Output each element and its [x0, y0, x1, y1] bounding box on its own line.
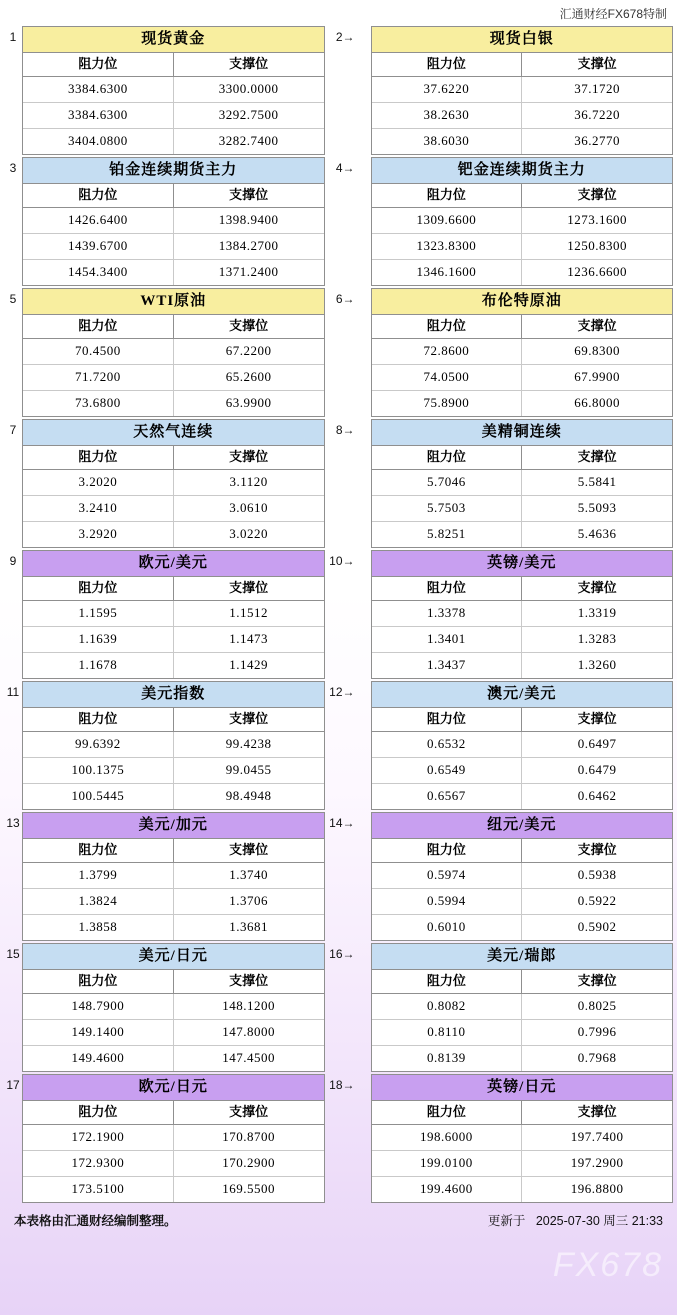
resistance-value: 3384.6300 [23, 103, 174, 128]
column-gap [325, 1074, 371, 1092]
table-row [372, 391, 673, 416]
column-header-support: 支撑位 [577, 842, 617, 857]
support-value: 37.1720 [574, 81, 620, 96]
resistance-value: 3.2410 [23, 496, 174, 521]
table-row [23, 863, 324, 889]
column-header-support: 支撑位 [577, 449, 617, 464]
column-header-resistance: 阻力位 [23, 184, 174, 207]
table-row [372, 234, 673, 260]
table-row [23, 627, 324, 653]
table-row [23, 391, 324, 416]
support-value: 148.1200 [222, 998, 275, 1013]
support-value: 0.5922 [577, 893, 617, 908]
support-value: 0.5902 [577, 919, 617, 934]
table-row [372, 732, 673, 758]
block-row [4, 812, 673, 941]
card-title: 纽元/美元 [372, 813, 673, 839]
support-value: 67.9900 [574, 369, 620, 384]
support-value: 5.5841 [577, 474, 617, 489]
table-row [23, 129, 324, 154]
card-header [23, 184, 324, 208]
footer [0, 1205, 677, 1229]
resistance-value: 100.5445 [23, 784, 174, 809]
card-title: 钯金连续期货主力 [372, 158, 673, 184]
table-row [23, 496, 324, 522]
block-index-right: 16→ [329, 947, 355, 961]
column-header-support: 支撑位 [577, 56, 617, 71]
column-header-support: 支撑位 [577, 318, 617, 333]
resistance-value: 75.8900 [372, 391, 523, 416]
support-value: 1.3283 [577, 631, 617, 646]
quote-card [22, 157, 325, 286]
resistance-value: 3.2020 [23, 470, 174, 495]
table-row [372, 1177, 673, 1202]
support-value: 1.3740 [229, 867, 268, 882]
column-header-support: 支撑位 [229, 318, 269, 333]
table-row [372, 470, 673, 496]
support-value: 66.8000 [574, 395, 620, 410]
column-header-support: 支撑位 [577, 580, 617, 595]
support-value: 3300.0000 [218, 81, 279, 96]
block-index-right: 14→ [329, 816, 355, 830]
resistance-value: 0.6532 [372, 732, 523, 757]
column-header-support: 支撑位 [229, 842, 269, 857]
resistance-value: 71.7200 [23, 365, 174, 390]
support-value: 36.7220 [574, 107, 620, 122]
table-row [372, 915, 673, 940]
quote-card [22, 419, 325, 548]
resistance-value: 198.6000 [372, 1125, 523, 1150]
column-gap [325, 288, 371, 306]
resistance-value: 99.6392 [23, 732, 174, 757]
updated-value: 2025-07-30 周三 21:33 [535, 1214, 663, 1228]
column-header-resistance: 阻力位 [23, 970, 174, 993]
table-row [372, 103, 673, 129]
table-row [23, 234, 324, 260]
block-row [4, 288, 673, 417]
card-title: 英镑/日元 [372, 1075, 673, 1101]
support-value: 0.5938 [577, 867, 617, 882]
resistance-value: 149.4600 [23, 1046, 174, 1071]
support-value: 3292.7500 [218, 107, 279, 122]
resistance-value: 199.0100 [372, 1151, 523, 1176]
resistance-value: 73.6800 [23, 391, 174, 416]
block-index-left: 13 [6, 816, 20, 830]
table-row [23, 1125, 324, 1151]
table-row [372, 863, 673, 889]
resistance-value: 0.8139 [372, 1046, 523, 1071]
card-header [372, 315, 673, 339]
support-value: 99.0455 [225, 762, 272, 777]
card-title: 欧元/日元 [23, 1075, 324, 1101]
footer-note: 本表格由汇通财经编制整理。 [14, 1214, 177, 1228]
support-value: 3.0610 [229, 500, 268, 515]
support-value: 1.1429 [229, 657, 268, 672]
column-header-resistance: 阻力位 [23, 839, 174, 862]
table-row [372, 208, 673, 234]
table-row [372, 601, 673, 627]
card-title: 美元/加元 [23, 813, 324, 839]
support-value: 1.1473 [229, 631, 268, 646]
card-header [372, 184, 673, 208]
table-row [372, 1125, 673, 1151]
resistance-value: 38.2630 [372, 103, 523, 128]
column-header-resistance: 阻力位 [372, 839, 523, 862]
table-row [23, 1177, 324, 1202]
resistance-value: 1.1595 [23, 601, 174, 626]
table-row [23, 784, 324, 809]
block-row [4, 1074, 673, 1203]
card-title: 美元指数 [23, 682, 324, 708]
column-header-support: 支撑位 [229, 187, 269, 202]
support-value: 36.2770 [574, 133, 620, 148]
resistance-value: 0.6010 [372, 915, 523, 940]
card-header [372, 970, 673, 994]
card-header [23, 577, 324, 601]
resistance-value: 1.1678 [23, 653, 174, 678]
column-gap [325, 681, 371, 699]
column-gap [325, 419, 371, 437]
table-row [23, 653, 324, 678]
block-row [4, 157, 673, 286]
block-index-left: 11 [6, 685, 20, 699]
card-title: 现货黄金 [23, 27, 324, 53]
support-value: 0.6479 [577, 762, 617, 777]
resistance-value: 0.5994 [372, 889, 523, 914]
watermark: FX678 [552, 1246, 663, 1284]
resistance-value: 149.1400 [23, 1020, 174, 1045]
support-value: 0.7968 [577, 1050, 617, 1065]
column-header-support: 支撑位 [577, 1104, 617, 1119]
column-header-resistance: 阻力位 [372, 315, 523, 338]
resistance-value: 148.7900 [23, 994, 174, 1019]
column-header-support: 支撑位 [229, 580, 269, 595]
column-header-resistance: 阻力位 [372, 1101, 523, 1124]
table-row [372, 1020, 673, 1046]
resistance-value: 1.3401 [372, 627, 523, 652]
resistance-value: 1454.3400 [23, 260, 174, 285]
resistance-value: 1346.1600 [372, 260, 523, 285]
support-value: 3282.7400 [218, 133, 279, 148]
table-row [372, 1151, 673, 1177]
block-index-left: 1 [9, 30, 17, 44]
column-header-resistance: 阻力位 [23, 577, 174, 600]
table-row [23, 103, 324, 129]
resistance-value: 1323.8300 [372, 234, 523, 259]
card-title: 欧元/美元 [23, 551, 324, 577]
support-value: 197.2900 [570, 1155, 624, 1170]
resistance-value: 38.6030 [372, 129, 523, 154]
table-row [372, 758, 673, 784]
resistance-value: 1.3799 [23, 863, 174, 888]
table-row [372, 129, 673, 154]
quote-card [371, 1074, 674, 1203]
column-header-resistance: 阻力位 [372, 446, 523, 469]
card-header [23, 839, 324, 863]
support-value: 1371.2400 [218, 264, 279, 279]
support-value: 170.2900 [222, 1155, 275, 1170]
resistance-value: 1439.6700 [23, 234, 174, 259]
footer-updated [488, 1211, 663, 1229]
card-title: 美精铜连续 [372, 420, 673, 446]
block-index-right: 4→ [335, 161, 355, 175]
card-header [23, 315, 324, 339]
table-row [372, 496, 673, 522]
card-header [372, 708, 673, 732]
table-row [23, 470, 324, 496]
table-row [372, 365, 673, 391]
quote-card [371, 26, 674, 155]
resistance-value: 0.8110 [372, 1020, 523, 1045]
block-index-left: 15 [6, 947, 20, 961]
table-row [23, 994, 324, 1020]
card-title: 现货白银 [372, 27, 673, 53]
support-value: 0.7996 [577, 1024, 617, 1039]
support-value: 0.6462 [577, 788, 617, 803]
resistance-value: 74.0500 [372, 365, 523, 390]
support-value: 0.6497 [577, 736, 617, 751]
resistance-value: 1.3378 [372, 601, 523, 626]
card-title: 美元/瑞郎 [372, 944, 673, 970]
card-header [372, 446, 673, 470]
updated-label: 更新于 [487, 1214, 526, 1228]
card-title: 澳元/美元 [372, 682, 673, 708]
card-title: 铂金连续期货主力 [23, 158, 324, 184]
blocks-grid [0, 26, 677, 1203]
card-header [372, 53, 673, 77]
column-header-resistance: 阻力位 [372, 53, 523, 76]
block-row [4, 26, 673, 155]
card-title: 英镑/美元 [372, 551, 673, 577]
support-value: 1.3319 [577, 605, 617, 620]
table-row [372, 994, 673, 1020]
resistance-value: 0.8082 [372, 994, 523, 1019]
table-row [23, 77, 324, 103]
column-header-resistance: 阻力位 [23, 708, 174, 731]
column-header-support: 支撑位 [229, 56, 269, 71]
table-row [372, 1046, 673, 1071]
support-value: 1.1512 [229, 605, 268, 620]
table-row [23, 522, 324, 547]
column-header-resistance: 阻力位 [372, 184, 523, 207]
support-value: 170.8700 [222, 1129, 275, 1144]
table-row [23, 365, 324, 391]
support-value: 1384.2700 [218, 238, 279, 253]
support-value: 197.7400 [570, 1129, 624, 1144]
column-header-support: 支撑位 [577, 973, 617, 988]
support-value: 147.4500 [222, 1050, 275, 1065]
support-value: 1250.8300 [567, 238, 627, 253]
support-value: 0.8025 [577, 998, 617, 1013]
resistance-value: 1.3858 [23, 915, 174, 940]
column-gap [325, 550, 371, 568]
quote-card [371, 288, 674, 417]
resistance-value: 5.7046 [372, 470, 523, 495]
column-header-resistance: 阻力位 [372, 708, 523, 731]
block-row [4, 419, 673, 548]
block-row [4, 681, 673, 810]
resistance-value: 173.5100 [23, 1177, 174, 1202]
card-header [23, 53, 324, 77]
block-index-left: 3 [9, 161, 17, 175]
table-row [23, 758, 324, 784]
column-header-support: 支撑位 [577, 187, 617, 202]
quote-card [371, 157, 674, 286]
block-index-right: 12→ [329, 685, 355, 699]
card-title: 美元/日元 [23, 944, 324, 970]
resistance-value: 3384.6300 [23, 77, 174, 102]
table-row [23, 1020, 324, 1046]
quote-card [371, 812, 674, 941]
top-brand-bar [0, 0, 677, 26]
card-header [23, 446, 324, 470]
block-index-right: 18→ [329, 1078, 355, 1092]
resistance-value: 1.1639 [23, 627, 174, 652]
card-header [23, 1101, 324, 1125]
quote-card [371, 419, 674, 548]
table-row [23, 208, 324, 234]
table-row [372, 260, 673, 285]
table-row [23, 915, 324, 940]
block-row [4, 550, 673, 679]
resistance-value: 0.6567 [372, 784, 523, 809]
table-row [23, 601, 324, 627]
card-header [372, 839, 673, 863]
card-header [372, 577, 673, 601]
column-header-resistance: 阻力位 [23, 315, 174, 338]
resistance-value: 3.2920 [23, 522, 174, 547]
resistance-value: 172.1900 [23, 1125, 174, 1150]
column-header-resistance: 阻力位 [23, 446, 174, 469]
block-index-right: 10→ [329, 554, 355, 568]
quote-card [371, 550, 674, 679]
block-index-right: 6→ [335, 292, 355, 306]
resistance-value: 5.7503 [372, 496, 523, 521]
table-row [23, 339, 324, 365]
table-row [23, 1151, 324, 1177]
card-header [23, 708, 324, 732]
resistance-value: 72.8600 [372, 339, 523, 364]
table-row [23, 732, 324, 758]
block-index-left: 5 [9, 292, 17, 306]
brand-label: 汇通财经FX678特制 [559, 6, 667, 21]
support-value: 5.5093 [577, 500, 617, 515]
resistance-value: 100.1375 [23, 758, 174, 783]
block-index-right: 8→ [335, 423, 355, 437]
column-header-support: 支撑位 [229, 1104, 269, 1119]
block-row [4, 943, 673, 1072]
card-header [23, 970, 324, 994]
support-value: 169.5500 [222, 1181, 275, 1196]
column-header-resistance: 阻力位 [23, 1101, 174, 1124]
support-value: 63.9900 [225, 395, 272, 410]
column-header-support: 支撑位 [229, 449, 269, 464]
column-header-support: 支撑位 [577, 711, 617, 726]
support-value: 3.1120 [229, 474, 268, 489]
quote-card [22, 943, 325, 1072]
support-value: 67.2200 [225, 343, 272, 358]
column-header-resistance: 阻力位 [372, 577, 523, 600]
table-row [372, 522, 673, 547]
block-index-left: 9 [9, 554, 17, 568]
quote-card [22, 812, 325, 941]
resistance-value: 1.3437 [372, 653, 523, 678]
support-value: 1236.6600 [567, 264, 627, 279]
resistance-value: 172.9300 [23, 1151, 174, 1176]
resistance-value: 37.6220 [372, 77, 523, 102]
support-value: 98.4948 [225, 788, 272, 803]
resistance-value: 3404.0800 [23, 129, 174, 154]
support-value: 69.8300 [574, 343, 620, 358]
column-header-resistance: 阻力位 [372, 970, 523, 993]
resistance-value: 1309.6600 [372, 208, 523, 233]
block-index-left: 17 [6, 1078, 20, 1092]
table-row [23, 889, 324, 915]
table-row [372, 889, 673, 915]
resistance-value: 0.5974 [372, 863, 523, 888]
resistance-value: 199.4600 [372, 1177, 523, 1202]
support-value: 147.8000 [222, 1024, 275, 1039]
block-index-left: 7 [9, 423, 17, 437]
resistance-value: 70.4500 [23, 339, 174, 364]
column-header-resistance: 阻力位 [23, 53, 174, 76]
table-row [372, 627, 673, 653]
card-header [372, 1101, 673, 1125]
table-row [372, 339, 673, 365]
support-value: 1.3706 [229, 893, 268, 908]
support-value: 196.8800 [570, 1181, 624, 1196]
column-gap [325, 812, 371, 830]
support-value: 3.0220 [229, 526, 268, 541]
quote-card [371, 681, 674, 810]
table-row [372, 77, 673, 103]
column-gap [325, 26, 371, 44]
quote-card [22, 1074, 325, 1203]
table-row [372, 653, 673, 678]
resistance-value: 1.3824 [23, 889, 174, 914]
support-value: 65.2600 [225, 369, 272, 384]
column-header-support: 支撑位 [229, 973, 269, 988]
quote-card [22, 288, 325, 417]
resistance-value: 0.6549 [372, 758, 523, 783]
column-gap [325, 943, 371, 961]
card-title: 布伦特原油 [372, 289, 673, 315]
card-title: 天然气连续 [23, 420, 324, 446]
quote-card [371, 943, 674, 1072]
support-value: 99.4238 [225, 736, 272, 751]
column-gap [325, 157, 371, 175]
table-row [23, 260, 324, 285]
support-value: 1398.9400 [218, 212, 279, 227]
support-value: 1273.1600 [567, 212, 627, 227]
card-title: WTI原油 [23, 289, 324, 315]
quote-card [22, 550, 325, 679]
support-value: 5.4636 [577, 526, 617, 541]
table-row [372, 784, 673, 809]
resistance-value: 1426.6400 [23, 208, 174, 233]
block-index-right: 2→ [335, 30, 355, 44]
quote-card [22, 26, 325, 155]
quote-card [22, 681, 325, 810]
table-row [23, 1046, 324, 1071]
column-header-support: 支撑位 [229, 711, 269, 726]
support-value: 1.3681 [229, 919, 268, 934]
support-value: 1.3260 [577, 657, 617, 672]
resistance-value: 5.8251 [372, 522, 523, 547]
